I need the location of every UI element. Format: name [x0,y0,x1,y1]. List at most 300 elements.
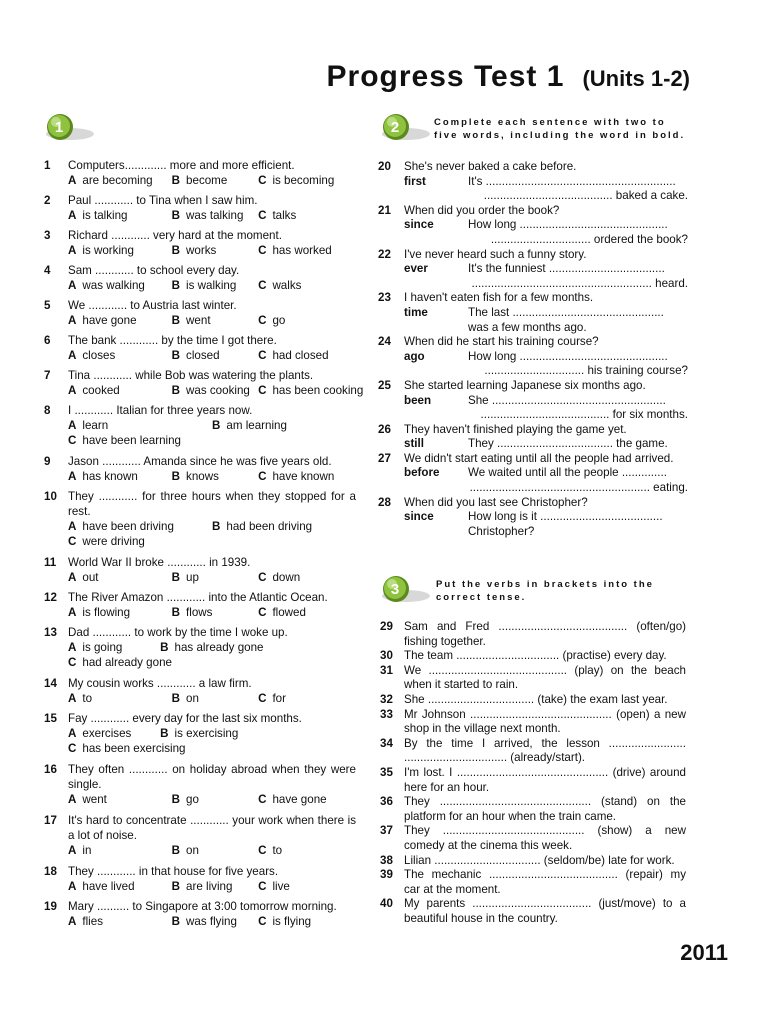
keyword-row [378,510,688,525]
answer-option-a[interactable] [68,691,172,706]
answer-option-b[interactable] [172,243,258,258]
keyword: since [404,510,434,524]
question-stem: The bank ............ by the time I got there. [68,334,277,347]
answer-options [68,348,356,363]
answer-option-b[interactable] [160,640,356,655]
verb-question-item [380,868,686,897]
transformation-item [378,291,688,335]
original-sentence: We didn't start eating until all the people had arrived. [404,451,674,465]
answer-option-a[interactable] [68,313,172,328]
transformation-sentence-row [378,379,688,394]
question-stem: World War II broke ............ in 1939. [68,556,251,569]
answer-options [68,418,356,448]
option-letter: A [68,244,77,257]
option-text: flies [82,915,103,928]
question-item [44,454,356,484]
option-letter: A [68,880,77,893]
answer-options [68,605,356,620]
question-stem: I ............ Italian for three years now. [68,404,253,417]
option-text: have known [272,470,335,483]
answer-line[interactable]: It's ........................................................... [468,174,676,188]
answer-option-b[interactable] [172,348,258,363]
question-number: 40 [380,897,393,911]
answer-option-a[interactable] [68,348,172,363]
question-stem: Fay ............ every day for the last six months. [68,712,302,725]
transformation-item [378,496,688,540]
answer-line-continued[interactable]: ........................................ baked a cake. [483,189,688,203]
answer-option-a[interactable] [68,843,172,858]
option-text: is exercising [174,727,239,740]
answer-option-b[interactable] [172,914,258,929]
verb-question-text[interactable]: I'm lost. I ............................................... (drive) around here for an hour. [404,765,686,794]
transformation-sentence-row [378,160,688,175]
question-number: 39 [380,868,393,882]
option-letter: C [258,880,267,893]
option-letter: B [171,244,181,257]
page-number: 2011 [680,940,728,965]
answer-option-c[interactable] [258,383,364,398]
answer-option-c[interactable] [258,208,354,223]
question-number: 10 [44,490,57,503]
question-number: 17 [44,814,57,827]
keyword: since [404,218,434,232]
question-number: 12 [44,591,57,604]
question-number: 3 [44,229,51,242]
option-letter: A [68,209,77,222]
option-text: works [186,244,217,257]
option-letter: B [212,520,221,533]
option-letter: A [68,384,77,397]
question-number: 35 [380,765,393,779]
answer-option-b[interactable] [172,570,258,585]
transformation-item [378,335,688,379]
question-number: 25 [378,378,391,392]
answer-option-a[interactable] [68,879,172,894]
verb-question-text[interactable]: Mr Johnson ............................................ (open) a new shop in the village next month. [404,707,686,736]
answer-option-a[interactable] [68,278,172,293]
answer-option-b[interactable] [172,879,258,894]
section-2-questions [378,160,688,539]
option-letter: A [68,727,77,740]
section-3-instruction: Put the verbs in brackets into the correct tense. [436,579,654,603]
question-number: 1 [44,159,51,172]
verb-question-item [380,897,686,926]
question-body [68,864,356,894]
option-text: are living [186,880,233,893]
option-text: live [272,880,290,893]
original-sentence: They haven't finished playing the game yet. [404,422,627,436]
verb-question-text[interactable]: Lilian ................................. (seldom/be) late for work. [404,853,675,867]
answer-line-continued[interactable]: ............................... his training course? [484,364,688,378]
question-body [68,158,356,188]
answer-line-continued[interactable]: ........................................ for six months. [480,408,688,422]
transformation-item [378,204,688,248]
question-stem: It's hard to concentrate ............ your work when there is a lot of noise. [68,814,356,842]
option-text: to [272,844,283,857]
question-body [68,298,356,328]
answer-line-continued[interactable]: ........................................................ eating. [469,481,688,495]
answer-option-c[interactable] [258,243,354,258]
question-item [44,899,356,929]
answer-option-b[interactable] [172,792,258,807]
option-letter: B [171,692,181,705]
answer-option-a[interactable] [68,519,212,534]
answer-option-c[interactable] [258,313,354,328]
question-item [44,555,356,585]
answer-option-c[interactable] [258,914,354,929]
option-text: has worked [272,244,332,257]
verb-question-text[interactable]: Sam and Fred ........................................ (often/go) fishing together. [404,620,686,648]
answer-option-b[interactable] [172,605,258,620]
option-text: have gone [82,314,137,327]
transformation-sentence-row [378,204,688,219]
option-letter: A [68,279,77,292]
answer-line-continued[interactable]: was a few months ago. [468,320,587,334]
answer-option-a[interactable] [68,418,212,433]
option-letter: B [171,209,181,222]
verb-question-text[interactable]: The mechanic ........................................ (repair) my car at the moment. [404,868,686,896]
question-number: 11 [44,556,57,569]
option-text: out [82,571,99,584]
answer-option-c[interactable] [258,691,354,706]
option-letter: C [258,244,267,257]
verb-question-text[interactable]: My parents ..................................... (just/move) to a beautiful house in the country. [404,897,686,925]
answer-option-b[interactable] [172,313,258,328]
option-text: have been driving [82,520,174,533]
answer-option-a[interactable] [68,570,172,585]
keyword-row [378,394,688,409]
question-body [68,590,356,620]
question-number: 8 [44,404,51,417]
answer-options [68,278,356,293]
answer-option-a[interactable] [68,792,172,807]
answer-options [68,726,356,756]
answer-option-b[interactable] [172,691,258,706]
answer-line[interactable]: How long is it ...................................... [468,510,663,524]
answer-option-a[interactable] [68,469,172,484]
answer-options [68,792,356,807]
question-stem: The River Amazon ............ into the Atlantic Ocean. [68,591,328,604]
verb-question-text[interactable]: We ........................................... (play) on the beach when it started to rain. [404,663,686,692]
question-item [44,590,356,620]
option-text: up [186,571,199,584]
answer-option-b[interactable] [172,383,258,398]
answer-options [68,843,356,858]
answer-line[interactable]: How long .............................................. [468,218,668,232]
section-badge-icon [376,574,432,608]
question-body [68,489,356,549]
question-number: 15 [44,712,57,725]
option-letter: C [258,793,267,806]
option-text: had already gone [82,656,172,669]
option-text: was walking [82,279,145,292]
option-letter: A [68,349,77,362]
answer-option-c[interactable] [258,469,354,484]
answer-line-continued[interactable]: ........................................................ heard. [471,276,688,290]
verb-question-text[interactable]: They ............................................... (stand) on the platform for an hour when the train came. [404,795,686,823]
question-item [44,193,356,223]
option-letter: B [160,641,169,654]
option-text: has already gone [174,641,264,654]
question-stem: They ............ in that house for five years. [68,865,279,878]
keyword-row [378,262,688,277]
question-number: 4 [44,264,51,277]
question-number: 34 [380,736,393,750]
answer-option-c[interactable] [258,605,354,620]
question-item [44,228,356,258]
question-body [68,711,356,756]
option-letter: A [68,571,77,584]
question-number: 36 [380,795,393,809]
question-body [68,368,364,398]
option-text: talks [272,209,297,222]
option-letter: B [171,279,181,292]
question-number: 31 [380,663,393,677]
answer-option-a[interactable] [68,640,160,655]
question-number: 23 [378,291,391,305]
question-number: 26 [378,422,391,436]
section-badge-icon [376,112,432,146]
option-letter: C [258,571,267,584]
verb-question-item [380,824,686,853]
question-body [68,899,356,929]
transformation-item [378,379,688,423]
answer-option-b[interactable] [172,208,258,223]
option-letter: A [68,520,77,533]
verb-question-item [380,664,686,693]
answer-option-a[interactable] [68,208,172,223]
question-stem: Sam ............ to school every day. [68,264,240,277]
answer-option-b[interactable] [212,519,356,534]
transformation-sentence-row [378,496,688,511]
option-letter: C [258,209,267,222]
option-text: go [272,314,286,327]
answer-options [68,383,364,398]
question-number: 14 [44,677,57,690]
option-text: am learning [226,419,287,432]
answer-option-b[interactable] [172,843,258,858]
option-letter: C [258,384,267,397]
option-letter: B [171,314,181,327]
question-body [68,228,356,258]
question-number: 7 [44,369,51,382]
keyword: first [404,174,426,188]
option-text: down [272,571,301,584]
question-body [68,263,356,293]
answer-line-continued[interactable]: Christopher? [468,524,535,538]
verb-question-item [380,693,686,708]
option-letter: B [171,880,181,893]
original-sentence: She's never baked a cake before. [404,160,577,173]
option-text: has been cooking [272,384,364,397]
option-letter: C [68,434,77,447]
answer-option-c[interactable] [258,173,354,188]
option-text: has known [82,470,138,483]
option-letter: A [68,844,77,857]
answer-line[interactable]: How long .............................................. [468,349,668,363]
question-body [68,333,356,363]
option-text: go [186,793,199,806]
answer-line-continued[interactable]: ............................... ordered the book? [490,232,688,246]
verb-question-item [380,854,686,869]
option-text: is going [82,641,123,654]
question-body [68,676,356,706]
answer-option-c[interactable] [258,278,354,293]
answer-options [68,914,356,929]
keyword-row [378,175,688,190]
question-item [44,263,356,293]
question-number: 22 [378,247,391,261]
question-item [44,368,364,398]
transformation-sentence-row [378,248,688,263]
original-sentence: When did you last see Christopher? [404,495,588,509]
question-number: 18 [44,865,57,878]
verb-question-text[interactable]: By the time I arrived, the lesson ........................ ................................ (already/start). [404,736,686,765]
option-text: for [272,692,286,705]
option-letter: B [171,915,181,928]
question-item [44,813,356,858]
option-letter: C [258,844,267,857]
option-letter: C [68,535,77,548]
option-letter: C [68,742,77,755]
question-item [44,403,356,448]
answer-option-b[interactable] [172,469,258,484]
option-letter: B [171,606,181,619]
question-stem: My cousin works ............ a law firm. [68,677,252,690]
answer-line[interactable]: We waited until all the people .............. [468,466,667,480]
keyword: before [404,466,440,480]
answer-option-b[interactable] [212,418,356,433]
answer-option-a[interactable] [68,383,172,398]
question-stem: Paul ............ to Tina when I saw him. [68,194,258,207]
option-text: was flying [186,915,237,928]
transformation-item [378,452,688,496]
answer-line[interactable]: The last ............................................... [468,305,664,319]
section-3-number: 3 [390,581,400,598]
verb-question-item [380,737,686,766]
verb-question-text[interactable]: They ............................................ (show) a new comedy at the cinema this week. [404,824,686,852]
option-letter: C [258,349,267,362]
question-body [68,403,356,448]
option-text: in [82,844,92,857]
answer-option-a[interactable] [68,173,172,188]
question-number: 38 [380,853,393,867]
keyword: been [404,393,432,407]
question-item [44,762,356,807]
answer-line[interactable]: She ...................................................... [468,393,666,407]
question-item [44,864,356,894]
question-stem: Mary .......... to Singapore at 3:00 tomorrow morning. [68,900,337,913]
option-letter: C [68,656,77,669]
answer-options [68,570,356,585]
verb-question-item [380,795,686,824]
question-stem: Dad ............ to work by the time I woke up. [68,626,288,639]
option-text: had been driving [226,520,313,533]
verb-question-item [380,649,686,664]
answer-line[interactable]: They .................................... the game. [468,437,668,451]
question-body [68,625,356,670]
option-letter: B [171,349,181,362]
original-sentence: When did he start his training course? [404,335,599,349]
option-text: have been learning [82,434,182,447]
question-number: 27 [378,451,391,465]
question-number: 2 [44,194,51,207]
verb-question-item [380,766,686,795]
question-item [44,298,356,328]
answer-option-a[interactable] [68,243,172,258]
question-stem: Jason ............ Amanda since he was five years old. [68,455,332,468]
section-2-badge [376,112,416,142]
question-number: 9 [44,455,51,468]
answer-option-b[interactable] [172,173,258,188]
transformation-sentence-row [378,335,688,350]
section-3-questions [380,620,686,926]
verb-question-text[interactable]: She ................................. (take) the exam last year. [404,692,668,706]
original-sentence: I haven't eaten fish for a few months. [404,291,594,305]
verb-question-text[interactable]: The team ................................ (practise) every day. [404,649,667,663]
option-letter: B [171,793,181,806]
question-item [44,333,356,363]
answer-option-c[interactable] [258,348,354,363]
answer-line[interactable]: It's the funniest .................................... [468,262,665,276]
answer-option-c[interactable] [68,655,356,670]
option-text: closes [82,349,116,362]
option-letter: B [160,727,169,740]
answer-option-c[interactable] [68,433,356,448]
answer-option-a[interactable] [68,726,160,741]
question-number: 32 [380,692,393,706]
option-letter: A [68,915,77,928]
question-item [44,711,356,756]
answer-option-c[interactable] [258,570,354,585]
option-letter: B [171,470,181,483]
question-number: 28 [378,495,391,509]
option-text: to [82,692,93,705]
option-letter: A [68,641,77,654]
transformation-item [378,248,688,292]
answer-option-a[interactable] [68,914,172,929]
option-text: is walking [186,279,237,292]
section-1-badge [40,112,80,142]
question-stem: Richard ............ very hard at the moment. [68,229,282,242]
option-text: is talking [82,209,128,222]
section-2-number: 2 [390,119,400,136]
answer-option-c[interactable] [258,879,354,894]
answer-option-c[interactable] [258,843,354,858]
question-number: 5 [44,299,51,312]
answer-options [68,469,356,484]
answer-options [68,640,356,670]
answer-options [68,173,356,188]
option-text: is becoming [272,174,335,187]
answer-option-c[interactable] [258,792,354,807]
option-letter: C [258,915,267,928]
question-number: 37 [380,824,393,838]
option-text: went [82,793,107,806]
option-letter: B [171,384,181,397]
answer-option-a[interactable] [68,605,172,620]
option-letter: A [68,692,77,705]
answer-option-b[interactable] [160,726,356,741]
option-letter: C [258,606,267,619]
answer-option-c[interactable] [68,534,356,549]
answer-option-b[interactable] [172,278,258,293]
verb-question-item [380,708,686,737]
option-text: was talking [186,209,244,222]
answer-option-c[interactable] [68,741,356,756]
option-letter: A [68,419,77,432]
question-body [68,762,356,807]
